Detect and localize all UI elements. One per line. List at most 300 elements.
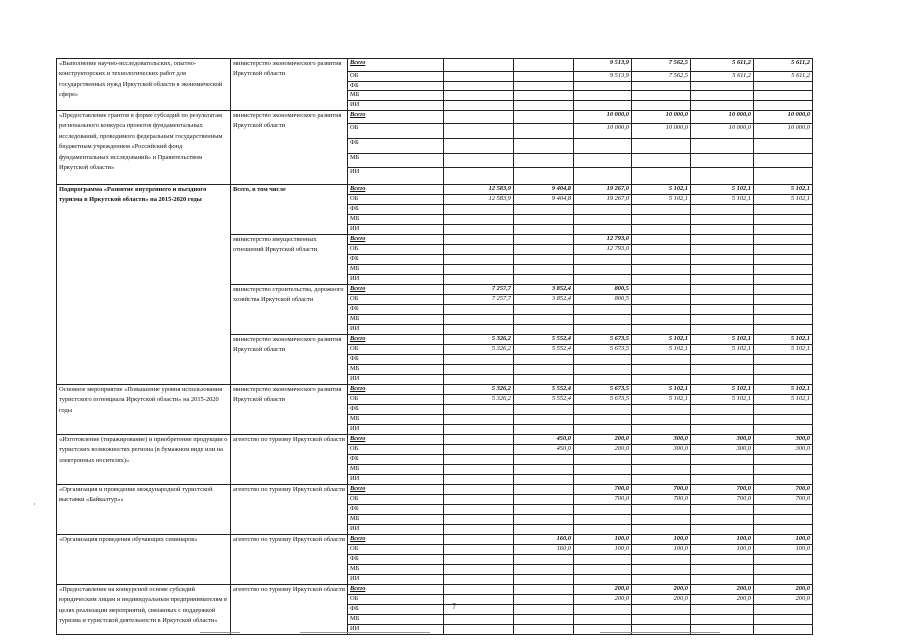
amount-cell: 5 326,2 xyxy=(444,385,514,395)
amount-cell xyxy=(574,575,632,585)
amount-cell xyxy=(632,275,691,285)
amount-cell: 300,0 xyxy=(632,435,691,445)
amount-cell xyxy=(514,245,574,255)
amount-cell: 700,0 xyxy=(574,485,632,495)
amount-cell xyxy=(632,205,691,215)
funding-source: ФБ xyxy=(348,405,444,415)
amount-cell xyxy=(514,82,574,91)
amount-cell: 10 000,0 xyxy=(754,111,813,124)
amount-cell xyxy=(444,124,514,139)
amount-cell xyxy=(574,355,632,365)
funding-source: ОБ xyxy=(348,445,444,455)
funding-source: Всего xyxy=(348,285,444,295)
amount-cell xyxy=(574,625,632,635)
amount-cell xyxy=(514,495,574,505)
funding-source: ФБ xyxy=(348,255,444,265)
amount-cell xyxy=(754,465,813,475)
funding-source: Всего xyxy=(348,385,444,395)
amount-cell xyxy=(574,205,632,215)
funding-source: Всего xyxy=(348,335,444,345)
amount-cell xyxy=(574,465,632,475)
funding-source: ИИ xyxy=(348,101,444,111)
amount-cell: 10 000,0 xyxy=(754,124,813,139)
amount-cell xyxy=(574,375,632,385)
amount-cell xyxy=(691,275,754,285)
amount-cell xyxy=(444,245,514,255)
funding-source: Всего xyxy=(348,485,444,495)
amount-cell xyxy=(754,295,813,305)
amount-cell: 5 102,1 xyxy=(691,185,754,195)
amount-cell xyxy=(574,515,632,525)
amount-cell xyxy=(514,375,574,385)
amount-cell: 5 102,1 xyxy=(691,395,754,405)
executor-name: агентство по туризму Иркутской области xyxy=(231,585,348,635)
amount-cell xyxy=(444,215,514,225)
executor-name: министерство экономического развития Иркутской области xyxy=(231,111,348,185)
amount-cell: 200,0 xyxy=(632,595,691,605)
amount-cell xyxy=(574,215,632,225)
amount-cell xyxy=(691,225,754,235)
amount-cell xyxy=(444,555,514,565)
amount-cell xyxy=(632,139,691,154)
funding-source: МБ xyxy=(348,154,444,168)
amount-cell xyxy=(574,455,632,465)
activity-name: Основное мероприятие «Повышение уровня использования туристского потенциала Иркутской области» на 2015-2020 годы xyxy=(57,385,231,435)
amount-cell: 100,0 xyxy=(574,535,632,545)
amount-cell: 10 000,0 xyxy=(691,124,754,139)
amount-cell xyxy=(754,245,813,255)
amount-cell: 5 102,1 xyxy=(632,195,691,205)
amount-cell xyxy=(444,255,514,265)
amount-cell xyxy=(691,575,754,585)
amount-cell xyxy=(632,475,691,485)
amount-cell xyxy=(754,625,813,635)
amount-cell xyxy=(632,168,691,185)
amount-cell xyxy=(691,605,754,615)
amount-cell xyxy=(691,325,754,335)
amount-cell xyxy=(444,375,514,385)
amount-cell xyxy=(444,91,514,101)
amount-cell xyxy=(444,505,514,515)
amount-cell xyxy=(574,275,632,285)
amount-cell xyxy=(691,139,754,154)
amount-cell: 5 102,1 xyxy=(691,345,754,355)
table-row xyxy=(57,485,813,495)
amount-cell: 10 000,0 xyxy=(691,111,754,124)
amount-cell xyxy=(691,425,754,435)
funding-source: ФБ xyxy=(348,82,444,91)
amount-cell xyxy=(691,285,754,295)
funding-source: ФБ xyxy=(348,305,444,315)
amount-cell xyxy=(444,425,514,435)
funding-source: Всего xyxy=(348,585,444,595)
amount-cell: 12 583,9 xyxy=(444,195,514,205)
amount-cell xyxy=(444,265,514,275)
amount-cell: 5 673,5 xyxy=(574,385,632,395)
amount-cell: 200,0 xyxy=(632,585,691,595)
amount-cell xyxy=(574,315,632,325)
amount-cell xyxy=(632,225,691,235)
funding-source: Всего xyxy=(348,185,444,195)
amount-cell: 12 793,0 xyxy=(574,235,632,245)
amount-cell xyxy=(754,305,813,315)
table-row xyxy=(57,111,813,124)
funding-source: ОБ xyxy=(348,72,444,82)
amount-cell xyxy=(691,154,754,168)
amount-cell xyxy=(574,615,632,625)
activity-name: «Организация и проведение международной туристской выставки «Байкалтур»» xyxy=(57,485,231,535)
amount-cell: 5 552,4 xyxy=(514,345,574,355)
amount-cell xyxy=(444,82,514,91)
page-number: 7 xyxy=(452,602,456,611)
amount-cell xyxy=(444,205,514,215)
funding-source: ОБ xyxy=(348,245,444,255)
amount-cell xyxy=(691,505,754,515)
amount-cell xyxy=(754,425,813,435)
amount-cell xyxy=(574,525,632,535)
amount-cell: 5 552,4 xyxy=(514,335,574,345)
executor-name: агентство по туризму Иркутской области xyxy=(231,435,348,485)
amount-cell xyxy=(691,405,754,415)
amount-cell xyxy=(632,295,691,305)
amount-cell xyxy=(691,415,754,425)
amount-cell xyxy=(514,455,574,465)
funding-source: Всего xyxy=(348,435,444,445)
amount-cell xyxy=(444,111,514,124)
activity-name: «Выполнение научно-исследовательских, опытно-конструкторских и технологических работ для государственных нужд Иркутской области в экономической сфере» xyxy=(57,59,231,111)
amount-cell xyxy=(691,245,754,255)
amount-cell xyxy=(444,515,514,525)
amount-cell: 700,0 xyxy=(691,495,754,505)
amount-cell xyxy=(514,255,574,265)
amount-cell xyxy=(691,365,754,375)
amount-cell xyxy=(514,405,574,415)
amount-cell xyxy=(574,555,632,565)
amount-cell: 9 513,9 xyxy=(574,72,632,82)
funding-source: МБ xyxy=(348,365,444,375)
amount-cell xyxy=(632,505,691,515)
funding-source: ФБ xyxy=(348,455,444,465)
amount-cell xyxy=(754,415,813,425)
amount-cell xyxy=(514,515,574,525)
amount-cell xyxy=(574,255,632,265)
amount-cell xyxy=(632,265,691,275)
amount-cell xyxy=(574,305,632,315)
amount-cell xyxy=(691,455,754,465)
funding-source: ФБ xyxy=(348,139,444,154)
funding-source: МБ xyxy=(348,215,444,225)
amount-cell: 7 562,5 xyxy=(632,59,691,72)
amount-cell: 7 562,5 xyxy=(632,72,691,82)
amount-cell xyxy=(632,82,691,91)
amount-cell: 5 102,1 xyxy=(691,195,754,205)
amount-cell xyxy=(514,465,574,475)
amount-cell xyxy=(632,365,691,375)
amount-cell xyxy=(444,545,514,555)
funding-source: МБ xyxy=(348,565,444,575)
amount-cell xyxy=(754,365,813,375)
executor-name: министерство имущественных отношений Иркутской области xyxy=(231,235,348,285)
amount-cell xyxy=(444,465,514,475)
amount-cell: 300,0 xyxy=(632,445,691,455)
amount-cell xyxy=(691,515,754,525)
amount-cell xyxy=(691,465,754,475)
amount-cell: 700,0 xyxy=(574,495,632,505)
amount-cell: 5 611,2 xyxy=(691,72,754,82)
amount-cell xyxy=(754,405,813,415)
funding-source: Всего xyxy=(348,59,444,72)
amount-cell xyxy=(444,485,514,495)
amount-cell: 200,0 xyxy=(574,585,632,595)
amount-cell: 5 102,1 xyxy=(754,195,813,205)
funding-source: ФБ xyxy=(348,555,444,565)
amount-cell xyxy=(514,485,574,495)
amount-cell xyxy=(754,205,813,215)
amount-cell xyxy=(444,565,514,575)
amount-cell: 19 267,0 xyxy=(574,185,632,195)
funding-source: ОБ xyxy=(348,495,444,505)
amount-cell: 5 102,1 xyxy=(754,385,813,395)
executor-name: министерство строительства, дорожного хозяйства Иркутской области xyxy=(231,285,348,335)
amount-cell xyxy=(514,225,574,235)
amount-cell xyxy=(754,91,813,101)
activity-name: «Изготовление (тиражирование) и приобретение продукции о туристских возможностях региона (в бумажном виде или на электронных носителях)» xyxy=(57,435,231,485)
amount-cell xyxy=(632,615,691,625)
funding-source: МБ xyxy=(348,415,444,425)
funding-source: МБ xyxy=(348,265,444,275)
amount-cell: 160,0 xyxy=(514,545,574,555)
amount-cell xyxy=(514,154,574,168)
amount-cell xyxy=(754,215,813,225)
amount-cell xyxy=(632,305,691,315)
funding-source: МБ xyxy=(348,315,444,325)
table-row xyxy=(57,385,813,395)
amount-cell xyxy=(574,225,632,235)
amount-cell: 5 552,4 xyxy=(514,385,574,395)
amount-cell xyxy=(632,91,691,101)
amount-cell xyxy=(754,82,813,91)
amount-cell xyxy=(632,405,691,415)
amount-cell: 200,0 xyxy=(691,595,754,605)
amount-cell xyxy=(574,168,632,185)
amount-cell xyxy=(691,375,754,385)
amount-cell xyxy=(444,59,514,72)
amount-cell: 200,0 xyxy=(754,595,813,605)
funding-source: Всего xyxy=(348,111,444,124)
amount-cell xyxy=(514,325,574,335)
funding-source: ФБ xyxy=(348,505,444,515)
amount-cell xyxy=(514,415,574,425)
amount-cell: 5 102,1 xyxy=(632,385,691,395)
amount-cell xyxy=(691,525,754,535)
funding-source: ОБ xyxy=(348,595,444,605)
amount-cell xyxy=(514,425,574,435)
amount-cell xyxy=(754,575,813,585)
amount-cell: 7 257,7 xyxy=(444,295,514,305)
amount-cell xyxy=(632,355,691,365)
amount-cell xyxy=(514,168,574,185)
amount-cell xyxy=(632,625,691,635)
funding-source: ОБ xyxy=(348,395,444,405)
amount-cell xyxy=(754,615,813,625)
amount-cell xyxy=(514,72,574,82)
amount-cell xyxy=(754,565,813,575)
amount-cell: 12 583,9 xyxy=(444,185,514,195)
amount-cell xyxy=(574,265,632,275)
amount-cell xyxy=(691,82,754,91)
amount-cell xyxy=(632,215,691,225)
amount-cell: 5 552,4 xyxy=(514,395,574,405)
amount-cell: 700,0 xyxy=(754,485,813,495)
amount-cell: 5 611,2 xyxy=(691,59,754,72)
funding-source: ИИ xyxy=(348,475,444,485)
amount-cell xyxy=(444,235,514,245)
amount-cell: 19 267,0 xyxy=(574,195,632,205)
amount-cell xyxy=(444,415,514,425)
amount-cell xyxy=(444,445,514,455)
amount-cell xyxy=(632,101,691,111)
amount-cell xyxy=(444,575,514,585)
amount-cell xyxy=(444,275,514,285)
amount-cell xyxy=(754,255,813,265)
amount-cell xyxy=(691,215,754,225)
amount-cell xyxy=(444,625,514,635)
amount-cell xyxy=(514,575,574,585)
amount-cell xyxy=(514,275,574,285)
amount-cell: 5 611,2 xyxy=(754,59,813,72)
amount-cell: 200,0 xyxy=(754,585,813,595)
amount-cell xyxy=(754,505,813,515)
amount-cell: 5 673,5 xyxy=(574,345,632,355)
amount-cell xyxy=(632,315,691,325)
amount-cell xyxy=(574,139,632,154)
funding-source: ИИ xyxy=(348,525,444,535)
amount-cell: 200,0 xyxy=(574,445,632,455)
funding-source: ИИ xyxy=(348,425,444,435)
amount-cell xyxy=(574,365,632,375)
amount-cell xyxy=(574,101,632,111)
amount-cell xyxy=(691,205,754,215)
funding-source: МБ xyxy=(348,465,444,475)
amount-cell: 5 326,2 xyxy=(444,335,514,345)
amount-cell xyxy=(514,265,574,275)
amount-cell xyxy=(691,255,754,265)
funding-source: ОБ xyxy=(348,195,444,205)
amount-cell xyxy=(691,565,754,575)
amount-cell xyxy=(514,215,574,225)
amount-cell xyxy=(754,555,813,565)
amount-cell xyxy=(574,82,632,91)
amount-cell xyxy=(444,154,514,168)
amount-cell xyxy=(574,475,632,485)
amount-cell: 700,0 xyxy=(632,495,691,505)
amount-cell xyxy=(514,605,574,615)
amount-cell xyxy=(574,415,632,425)
amount-cell xyxy=(444,435,514,445)
amount-cell: 700,0 xyxy=(632,485,691,495)
amount-cell xyxy=(691,295,754,305)
amount-cell: 200,0 xyxy=(574,595,632,605)
amount-cell xyxy=(444,405,514,415)
amount-cell xyxy=(514,625,574,635)
amount-cell: 300,0 xyxy=(754,445,813,455)
amount-cell xyxy=(754,605,813,615)
amount-cell xyxy=(444,615,514,625)
amount-cell: 9 404,8 xyxy=(514,185,574,195)
amount-cell xyxy=(514,595,574,605)
amount-cell: 5 102,1 xyxy=(691,335,754,345)
amount-cell xyxy=(514,525,574,535)
amount-cell xyxy=(754,235,813,245)
amount-cell: 800,5 xyxy=(574,285,632,295)
amount-cell: 700,0 xyxy=(691,485,754,495)
amount-cell xyxy=(444,72,514,82)
amount-cell xyxy=(632,525,691,535)
amount-cell: 3 852,4 xyxy=(514,295,574,305)
executor-name: министерство экономического развития Иркутской области xyxy=(231,385,348,435)
amount-cell: 100,0 xyxy=(632,545,691,555)
amount-cell xyxy=(754,139,813,154)
amount-cell xyxy=(444,305,514,315)
amount-cell: 5 102,1 xyxy=(754,185,813,195)
activity-name: «Предоставление на конкурсной основе субсидий юридическим лицам и индивидуальным предпринимателям в целях реализации мероприятий, связанных с поддержкой туризма и туристской деятельности в Иркутской области» xyxy=(57,585,231,635)
funding-source: МБ xyxy=(348,91,444,101)
amount-cell xyxy=(514,615,574,625)
amount-cell: 5 102,1 xyxy=(632,185,691,195)
amount-cell xyxy=(444,101,514,111)
funding-source: ИИ xyxy=(348,275,444,285)
funding-source: Всего xyxy=(348,535,444,545)
scan-edge-line xyxy=(300,632,430,633)
amount-cell: 5 102,1 xyxy=(632,345,691,355)
amount-cell xyxy=(691,168,754,185)
amount-cell xyxy=(632,325,691,335)
amount-cell xyxy=(574,405,632,415)
amount-cell: 10 000,0 xyxy=(632,124,691,139)
amount-cell: 5 673,5 xyxy=(574,335,632,345)
amount-cell xyxy=(574,605,632,615)
table-row xyxy=(57,59,813,72)
amount-cell xyxy=(574,325,632,335)
amount-cell xyxy=(754,455,813,465)
amount-cell xyxy=(514,235,574,245)
amount-cell: 9 404,8 xyxy=(514,195,574,205)
amount-cell: 5 326,2 xyxy=(444,395,514,405)
scan-edge-line xyxy=(200,632,240,633)
amount-cell: 700,0 xyxy=(754,495,813,505)
amount-cell xyxy=(444,315,514,325)
amount-cell xyxy=(514,475,574,485)
amount-cell xyxy=(514,565,574,575)
amount-cell: 800,5 xyxy=(574,295,632,305)
amount-cell xyxy=(632,255,691,265)
amount-cell xyxy=(632,575,691,585)
funding-source: ИИ xyxy=(348,575,444,585)
amount-cell: 300,0 xyxy=(691,445,754,455)
amount-cell: 5 102,1 xyxy=(632,395,691,405)
amount-cell xyxy=(632,555,691,565)
funding-table xyxy=(56,58,813,635)
amount-cell xyxy=(574,505,632,515)
amount-cell xyxy=(754,168,813,185)
table-row xyxy=(57,185,813,195)
amount-cell: 7 257,7 xyxy=(444,285,514,295)
amount-cell xyxy=(754,275,813,285)
funding-source: ФБ xyxy=(348,205,444,215)
amount-cell: 200,0 xyxy=(691,585,754,595)
funding-source: ОБ xyxy=(348,124,444,139)
amount-cell xyxy=(444,585,514,595)
